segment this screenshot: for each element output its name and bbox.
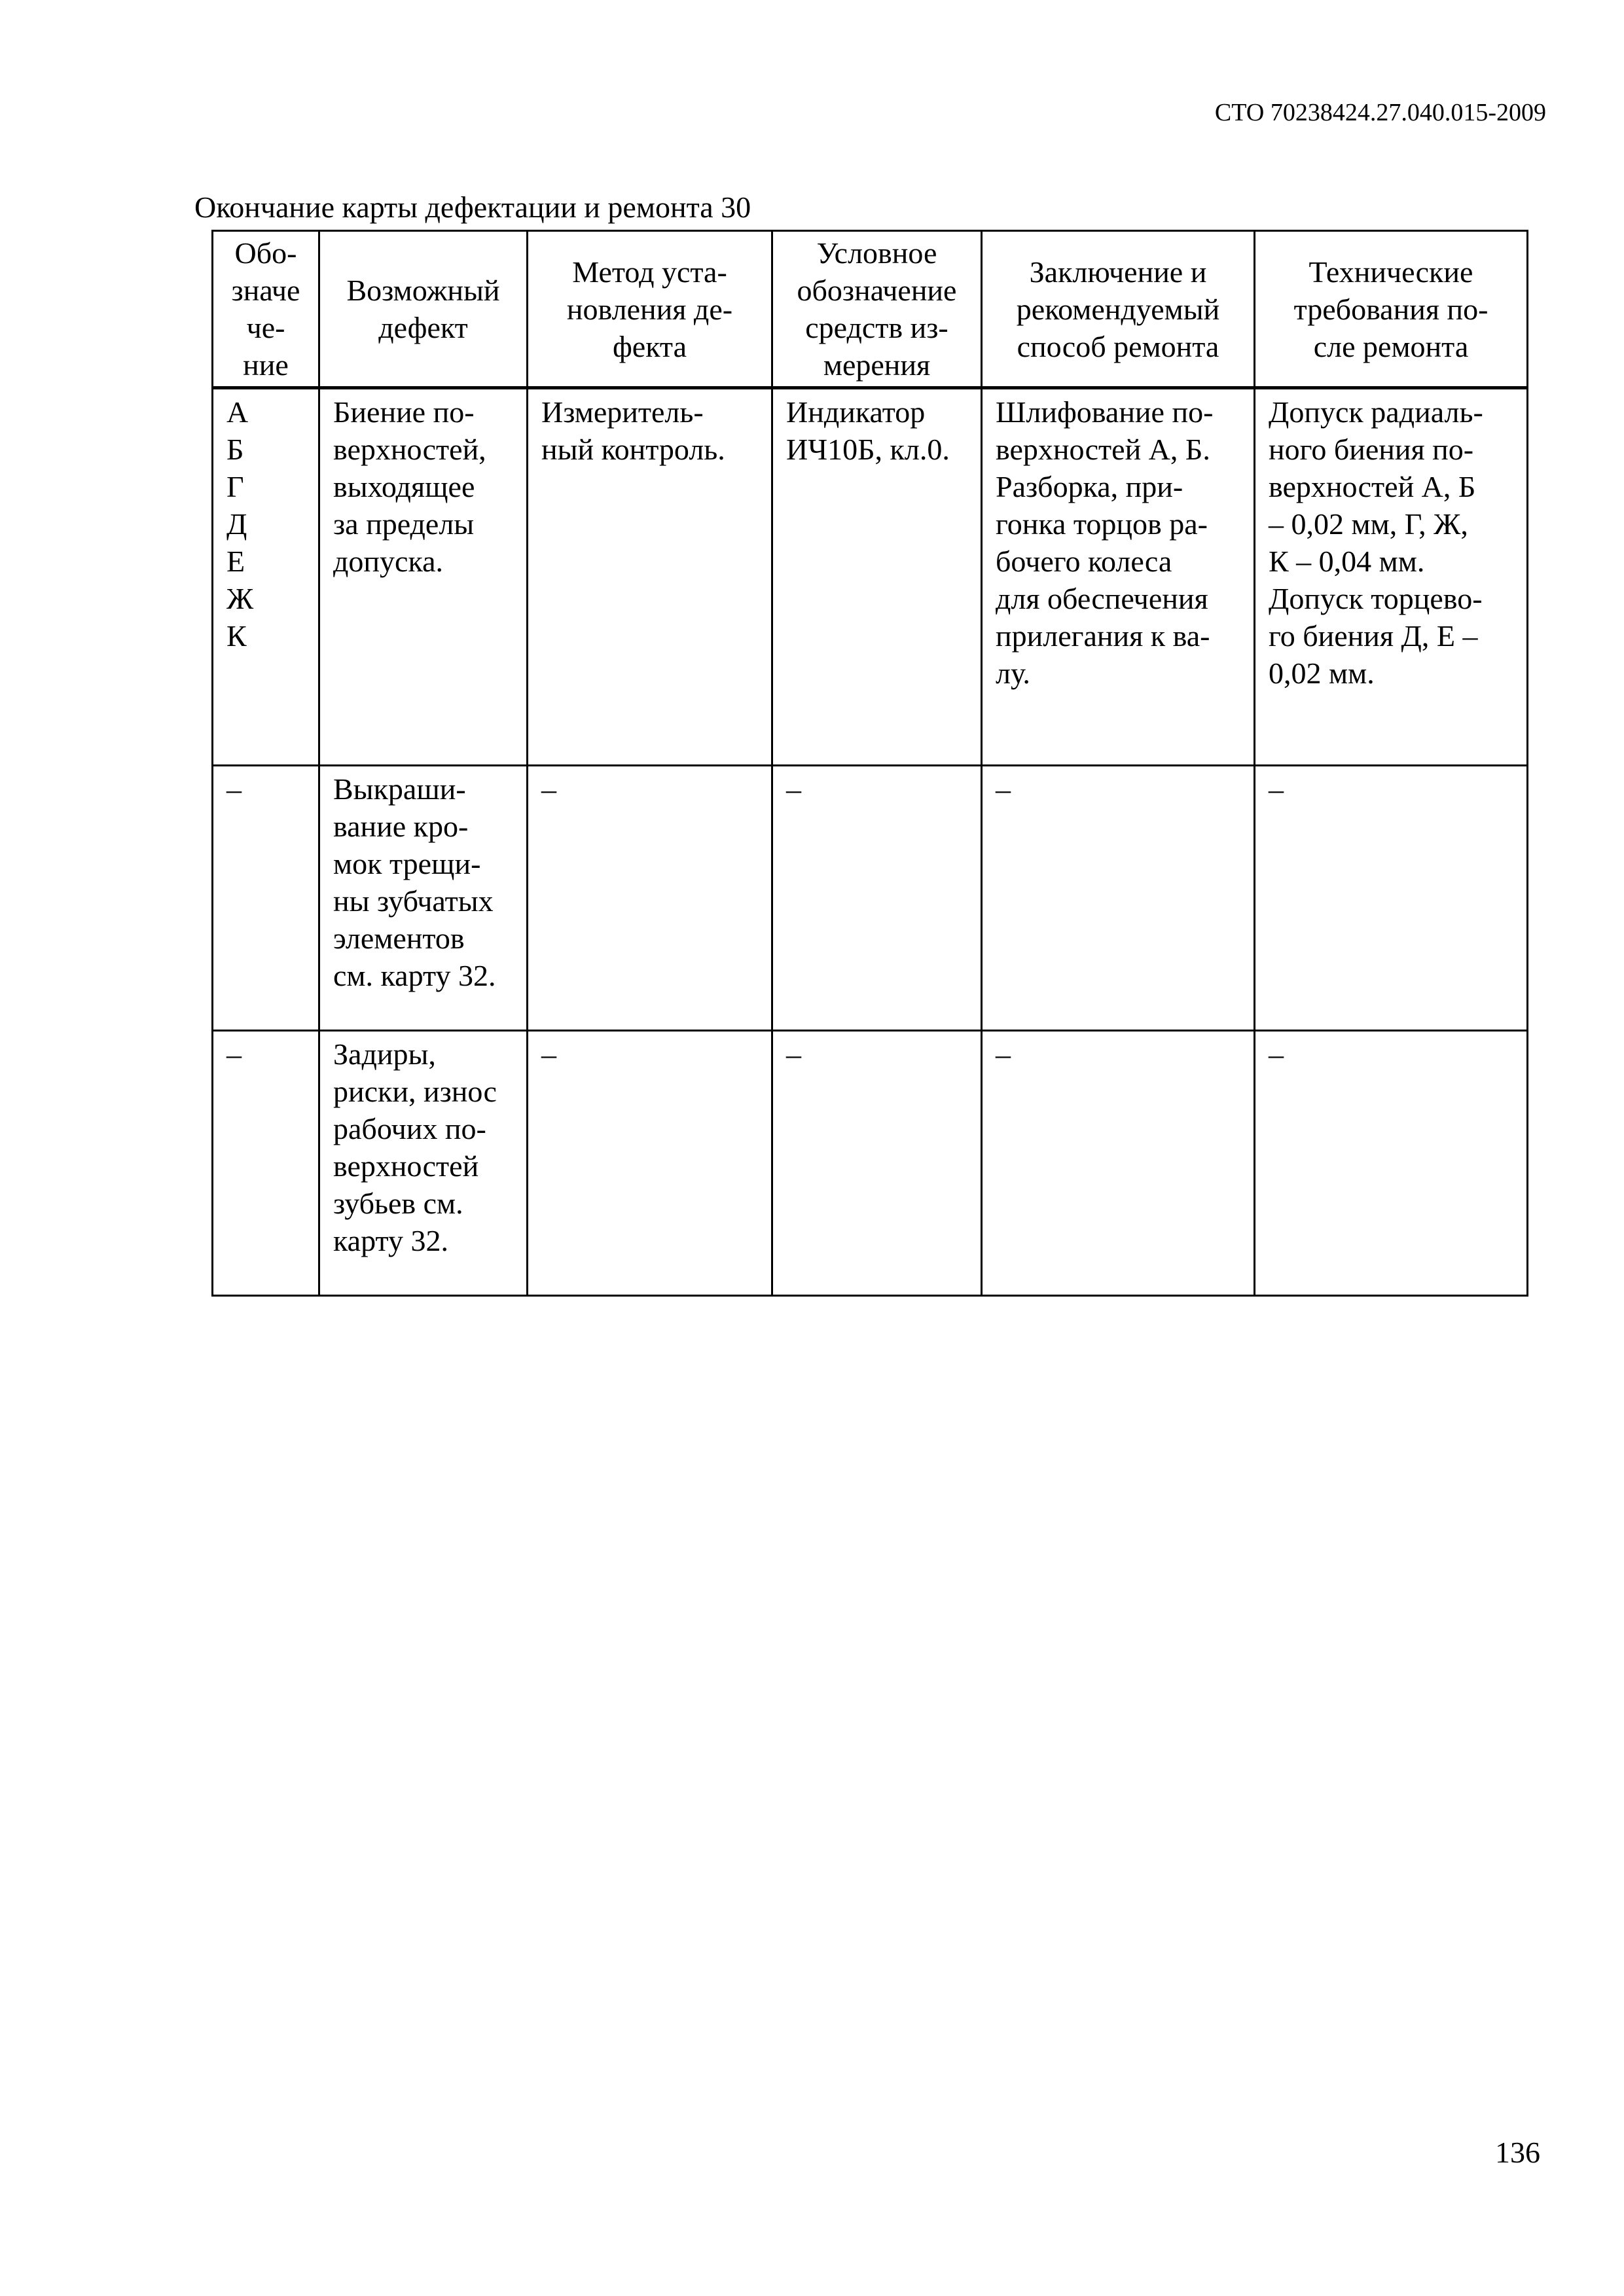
header-designation: Обо- значе че- ние bbox=[213, 231, 319, 388]
cell-detection-method: Измеритель- ный контроль. bbox=[528, 388, 772, 766]
table-row bbox=[213, 388, 1528, 766]
cell-possible-defect: Биение по- верхностей, выходящее за пределы допуска. bbox=[319, 388, 528, 766]
cell-technical-requirements: Допуск радиаль- ного биения по- верхностей А, Б – 0,02 мм, Г, Ж, К – 0,04 мм. Допуск торцево- го биения Д, Е – 0,02 мм. bbox=[1255, 388, 1528, 766]
table-header-row bbox=[213, 231, 1528, 388]
page-number: 136 bbox=[1495, 2136, 1540, 2169]
cell-repair-method: – bbox=[982, 1031, 1255, 1296]
document-code: СТО 70238424.27.040.015-2009 bbox=[1214, 99, 1546, 126]
cell-designation: – bbox=[213, 1031, 319, 1296]
header-possible-defect: Возможный дефект bbox=[319, 231, 528, 388]
cell-measuring-means: – bbox=[772, 766, 982, 1031]
cell-measuring-means: – bbox=[772, 1031, 982, 1296]
table-row bbox=[213, 1031, 1528, 1296]
cell-technical-requirements: – bbox=[1255, 766, 1528, 1031]
cell-possible-defect: Выкраши- вание кро- мок трещи- ны зубчатых элементов см. карту 32. bbox=[319, 766, 528, 1031]
cell-designation: – bbox=[213, 766, 319, 1031]
cell-repair-method: Шлифование по- верхностей А, Б. Разборка, при- гонка торцов ра- бочего колеса для обеспечения прилегания к ва- лу. bbox=[982, 388, 1255, 766]
cell-measuring-means: Индикатор ИЧ10Б, кл.0. bbox=[772, 388, 982, 766]
cell-technical-requirements: – bbox=[1255, 1031, 1528, 1296]
header-measuring-means: Условное обозначение средств из- мерения bbox=[772, 231, 982, 388]
defect-repair-table bbox=[211, 230, 1528, 1297]
header-detection-method: Метод уста- новления де- фекта bbox=[528, 231, 772, 388]
cell-designation: А Б Г Д Е Ж К bbox=[213, 388, 319, 766]
header-repair-method: Заключение и рекомендуемый способ ремонта bbox=[982, 231, 1255, 388]
table-caption: Окончание карты дефектации и ремонта 30 bbox=[194, 190, 751, 224]
cell-possible-defect: Задиры, риски, износ рабочих по- верхностей зубьев см. карту 32. bbox=[319, 1031, 528, 1296]
cell-repair-method: – bbox=[982, 766, 1255, 1031]
header-technical-requirements: Технические требования по- сле ремонта bbox=[1255, 231, 1528, 388]
cell-detection-method: – bbox=[528, 1031, 772, 1296]
cell-detection-method: – bbox=[528, 766, 772, 1031]
table-row bbox=[213, 766, 1528, 1031]
